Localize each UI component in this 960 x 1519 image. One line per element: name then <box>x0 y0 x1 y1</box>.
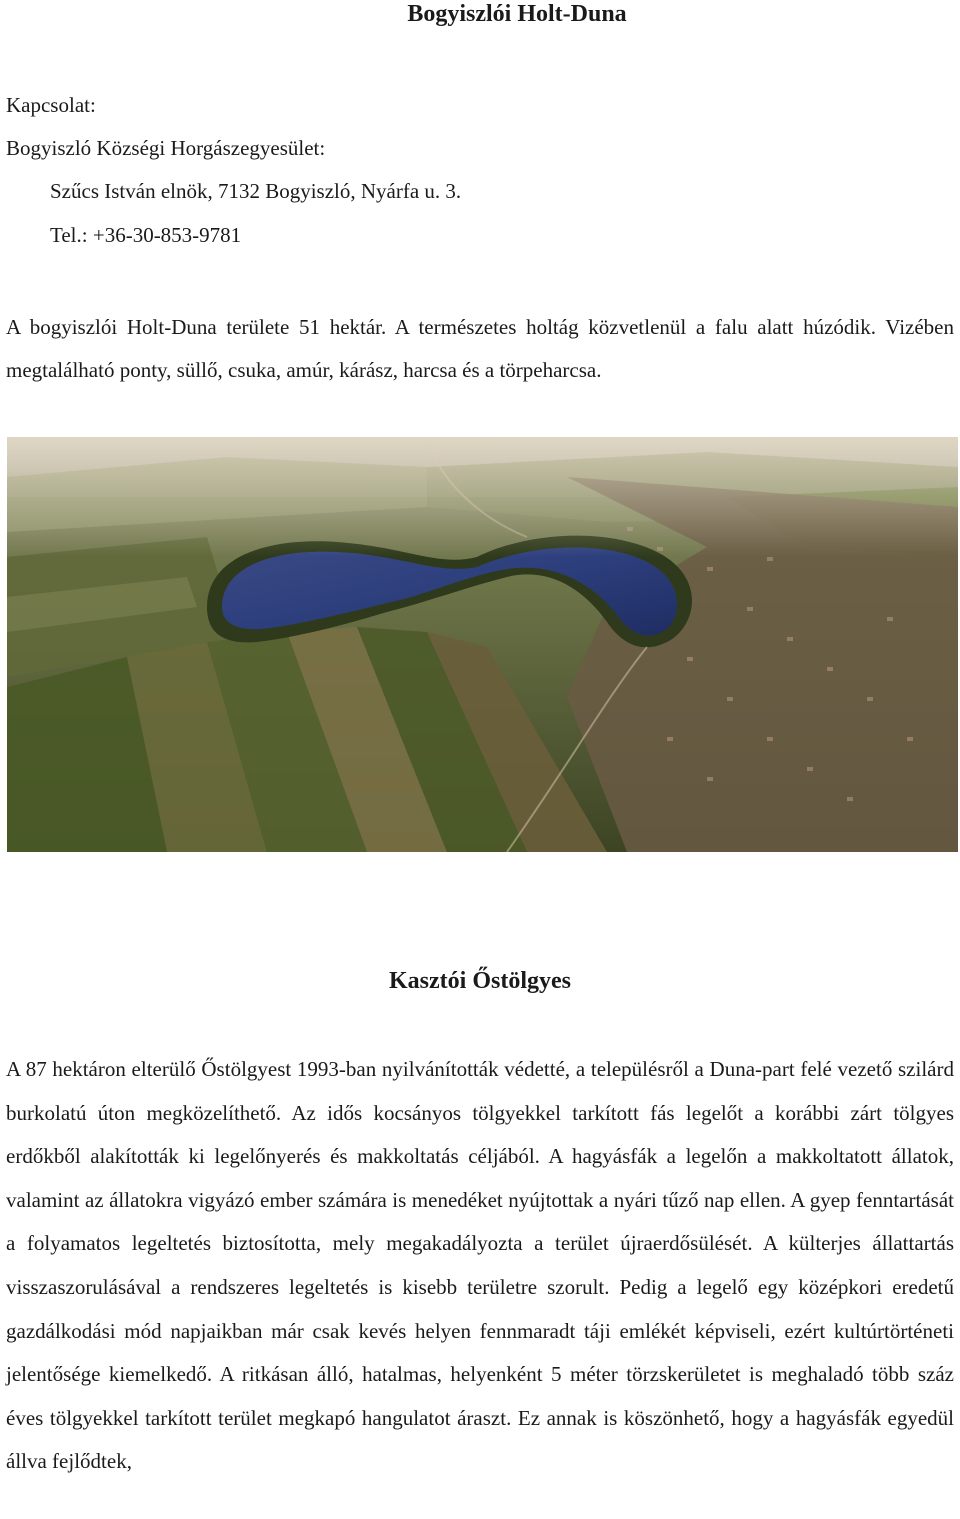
contact-organization: Bogyiszló Községi Horgászegyesület: <box>6 136 326 160</box>
intro-paragraph: A bogyiszlói Holt-Duna területe 51 hektár. A természetes holtág közvetlenül a falu alatt húzódik. Vizében megtalálható ponty, süllő, csuka, amúr, kárász, harcsa és a törpeharcsa. <box>6 315 954 382</box>
section-title: Kasztói Őstölgyes <box>389 968 571 994</box>
document-title: Bogyiszlói Holt-Duna <box>407 1 627 27</box>
contact-address: Szűcs István elnök, 7132 Bogyiszló, Nyárfa u. 3. <box>50 179 462 203</box>
contact-label: Kapcsolat: <box>6 93 96 117</box>
section-body: A 87 hektáron elterülő Őstölgyest 1993-ban nyilvánították védetté, a településről a Duna-part felé vezető szilárd burkolatú úton megközelíthető. Az idős kocsányos tölgyekkel tarkított fás legelőt a korábbi zárt tölgyes erdőkből alakították ki legelőnyerés és makkoltatás céljából. A hagyásfák a legelőn a makkoltatott állatok, valamint az állatokra vigyázó ember számára is menedéket nyújtottak a nyári tűző nap ellen. A gyep fenntartását a folyamatos legeltetés biztosította, mely megakadályozta a terület újraerdősülését. A külterjes állattartás visszaszorulásával a rendszeres legeltetés is kisebb területre szorult. Pedig a legelő egy középkori eredetű gazdálkodási mód napjaikban már csak kevés helyen fennmaradt táji emlékét képviseli, ezért kultúrtörténeti jelentősége kiemelkedő. A ritkásan álló, hatalmas, helyenként 5 méter törzskerületet is meghaladó több száz éves tölgyekkel tarkított terület megkapó hangulatot áraszt. Ez annak is köszönhető, hogy a hagyásfák egyedül állva fejlődtek, <box>6 1057 954 1474</box>
contact-phone: Tel.: +36-30-853-9781 <box>50 223 242 247</box>
aerial-photo-oxbow-lake <box>7 437 958 852</box>
